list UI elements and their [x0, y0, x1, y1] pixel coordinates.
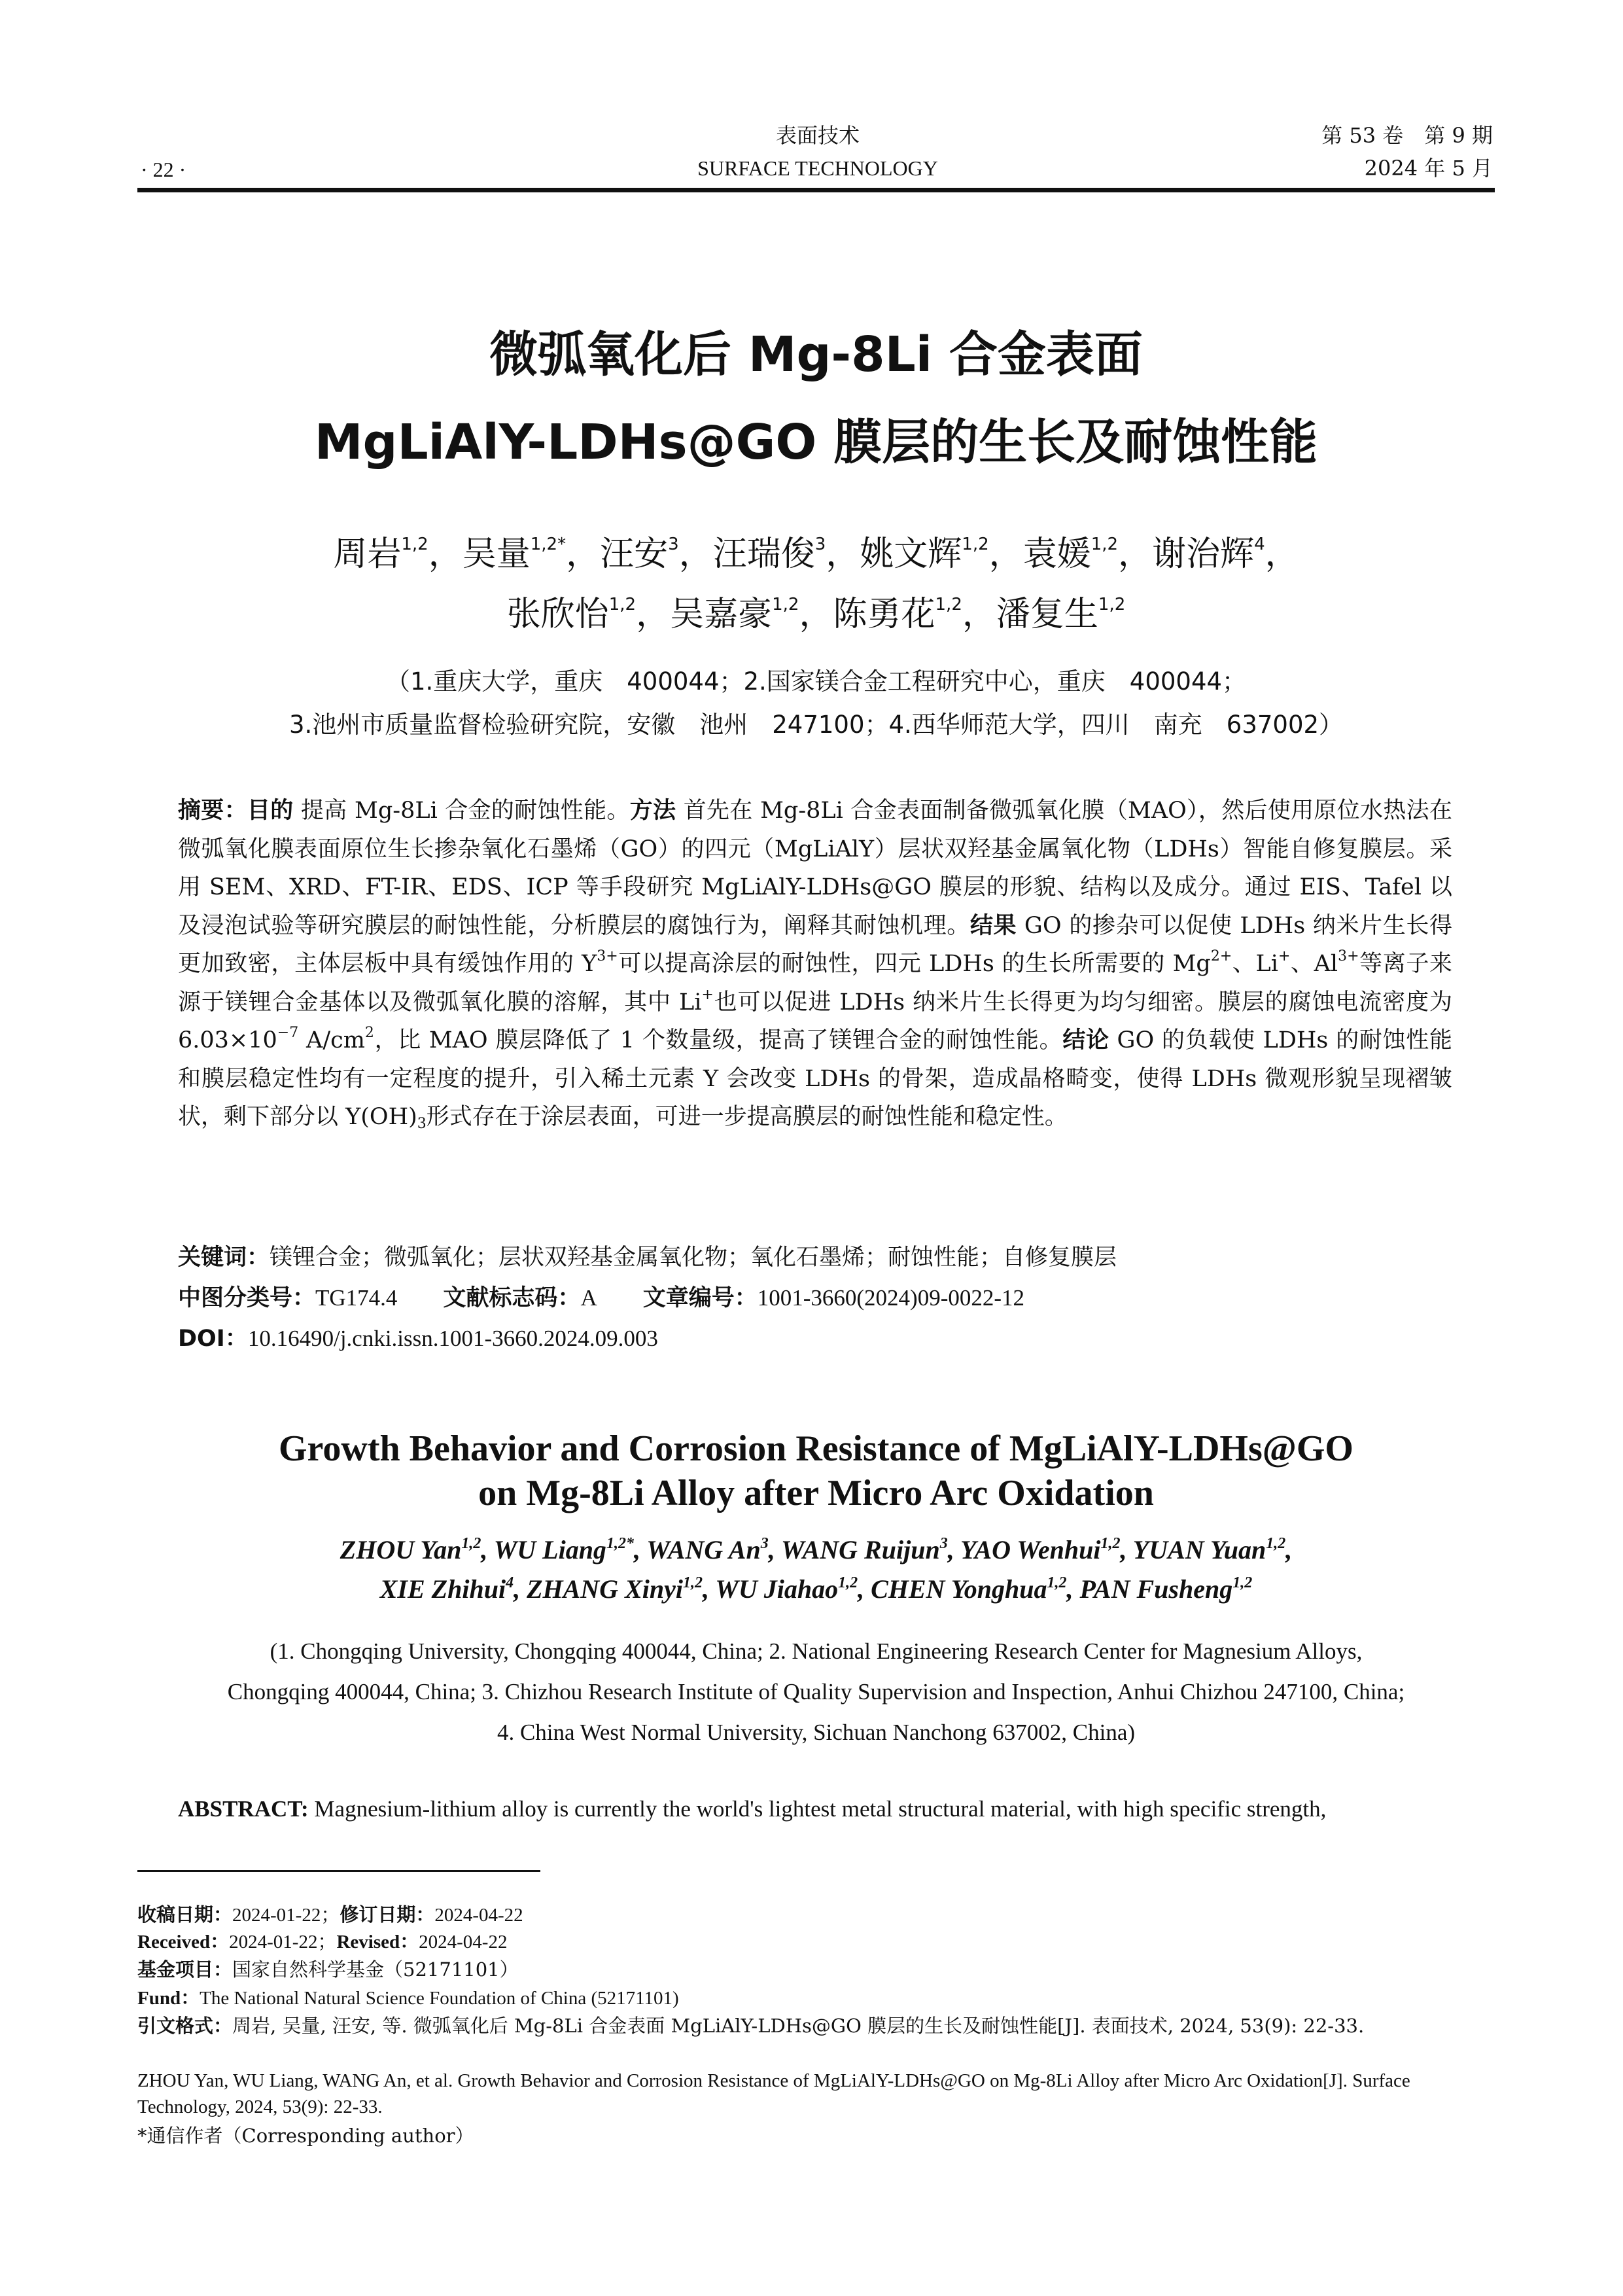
author-name: YAO Wenhui [960, 1535, 1101, 1564]
author-affiliation-mark: 1,2 [1266, 1535, 1286, 1552]
superscript: 2+ [1210, 948, 1232, 964]
result-text: ，比 MAO 膜层降低了 1 个数量级，提高了镁锂合金的耐蚀性能。 [374, 1027, 1063, 1053]
keywords-label: 关键词： [178, 1245, 270, 1271]
author-affiliation-mark: 3 [668, 535, 679, 554]
clc-label: 中图分类号： [178, 1285, 316, 1311]
title-cn-line1: 微弧氧化后 Mg-8Li 合金表面 [489, 327, 1143, 383]
author-name: WU Jiahao [715, 1574, 839, 1604]
purpose-text: 提高 Mg-8Li 合金的耐蚀性能。 [300, 798, 630, 824]
superscript: 3+ [597, 948, 618, 964]
author-affiliation-mark: 1,2 [1098, 595, 1126, 614]
author-name: 谢治辉 [1152, 535, 1255, 574]
result-text: GO 的掺杂可以促使 LDHs 纳米片生长得更加致密，主体层板中具有缓蚀作用的 Y [178, 912, 1452, 977]
author-name: 袁媛 [1022, 535, 1091, 574]
keywords-text: 镁锂合金；微弧氧化；层状双羟基金属氧化物；氧化石墨烯；耐蚀性能；自修复膜层 [270, 1245, 1117, 1271]
citation-cn-text: 周岩, 吴量, 汪安, 等. 微弧氧化后 Mg-8Li 合金表面 MgLiAlY-LDHs@GO 膜层的生长及耐蚀性能[J]. 表面技术, 2024, 53(9): 22-33. [232, 2015, 1365, 2037]
author-name: 吴嘉豪 [670, 595, 773, 634]
header-rule [137, 188, 1495, 192]
author-name: 汪安 [600, 535, 669, 574]
author-name: WU Liang [493, 1535, 606, 1564]
author-affiliation-mark: 1,2 [1091, 535, 1119, 554]
result-label: 结果 [969, 912, 1017, 939]
revised-label: 修订日期： [340, 1903, 435, 1926]
result-text: 、Li [1232, 951, 1278, 977]
author-name: XIE Zhihui [379, 1574, 506, 1604]
revised-en-date: 2024-04-22 [419, 1932, 508, 1952]
author-affiliation-mark: 3 [760, 1535, 769, 1552]
affiliations-en-line3: 4. China West Normal University, Sichuan Nanchong 637002, China) [497, 1720, 1136, 1745]
affiliations-en-line2: Chongqing 400044, China; 3. Chizhou Research Institute of Quality Supervision and Inspection, Anhui Chizhou 247100, China; [227, 1679, 1405, 1704]
author-affiliation-mark: 1,2 [401, 535, 428, 554]
abstract-en-label: ABSTRACT: [178, 1796, 309, 1822]
received-en-date: 2024-01-22； [229, 1932, 337, 1952]
conclusion-label: 结论 [1062, 1027, 1109, 1053]
result-text: A/cm [298, 1027, 365, 1053]
classification [178, 1282, 1452, 1314]
superscript: + [1278, 948, 1291, 964]
abstract-cn-label: 摘要： [178, 798, 247, 824]
author-name: 汪瑞俊 [712, 535, 815, 574]
volume-issue: 第 53 卷 第 9 期 [1321, 123, 1493, 148]
footnote-citation-cn [137, 2013, 1495, 2039]
footnote-dates-cn [137, 1901, 1495, 1928]
title-en-line2: on Mg-8Li Alloy after Micro Arc Oxidation [478, 1473, 1154, 1513]
author-affiliation-mark: 1,2* [606, 1535, 634, 1552]
author-name: ZHANG Xinyi [527, 1574, 683, 1604]
revised-en-label: Revised： [336, 1932, 419, 1952]
received-date: 2024-01-22； [232, 1905, 340, 1926]
fund-cn-label: 基金项目： [137, 1958, 233, 1981]
superscript: + [701, 986, 714, 1003]
page-number: · 22 · [141, 158, 186, 181]
method-label: 方法 [629, 798, 676, 824]
author-affiliation-mark: 1,2* [530, 535, 567, 554]
author-name: 吴量 [462, 535, 531, 574]
author-affiliation-mark: 1,2 [962, 535, 989, 554]
article-no-value: 1001-3660(2024)09-0022-12 [757, 1285, 1025, 1311]
author-name: 潘复生 [996, 595, 1098, 634]
citation-label: 引文格式： [137, 2015, 233, 2037]
footnote-dates-en [137, 1929, 1495, 1955]
superscript: 2 [364, 1025, 374, 1041]
conclusion-text: GO 的负载使 LDHs 的耐蚀性能和膜层稳定性均有一定程度的提升，引入稀土元素 Y 会改变 LDHs 的骨架，造成晶格畸变，使得 LDHs 微观形貌呈现褶皱状，剩下部分以 Y(OH) [178, 1027, 1452, 1130]
author-affiliation-mark: 1,2 [935, 595, 962, 614]
issue-date: 2024 年 5 月 [1364, 156, 1493, 181]
author-name: CHEN Yonghua [871, 1574, 1047, 1604]
abstract-en [178, 1793, 1452, 1826]
article-no-label: 文章编号： [642, 1285, 758, 1311]
superscript: 3+ [1338, 948, 1359, 964]
author-affiliation-mark: 1,2 [682, 1574, 703, 1591]
method-text: 首先在 Mg-8Li 合金表面制备微弧氧化膜（MAO），然后使用原位水热法在微弧氧化膜表面原位生长掺杂氧化石墨烯（GO）的四元（MgLiAlY）层状双羟基金属氧化物（LDHs）智能自修复膜层。采用 SEM、XRD、FT-IR、EDS、ICP 等手段研究 MgLiAlY-LDHs@GO 膜层的形貌、结构以及成分。通过 EIS、Tafel 以及浸泡试验等研究膜层的耐蚀性能，分析膜层的腐蚀行为，阐释其耐蚀机理。 [178, 798, 1452, 939]
result-text: 等离子来源于镁锂合金基体以及微弧氧化膜的溶解，其中 Li [178, 951, 1452, 1016]
author-affiliation-mark: 1,2 [608, 595, 637, 614]
footnote-fund-cn [137, 1956, 1495, 1983]
author-affiliation-mark: 1,2 [461, 1535, 481, 1552]
author-affiliation-mark: 4 [1254, 535, 1265, 554]
author-name: 姚文辉 [860, 535, 962, 574]
fund-en-label: Fund： [137, 1988, 200, 2009]
purpose-label: 目的 [247, 798, 294, 824]
doi [178, 1323, 1452, 1354]
received-label: 收稿日期： [137, 1903, 233, 1926]
doc-code-label: 文献标志码： [443, 1285, 581, 1311]
author-affiliation-mark: 1,2 [838, 1574, 858, 1591]
subscript: 3 [417, 1116, 427, 1132]
journal-title-cn: 表面技术 [775, 123, 860, 148]
author-name: YUAN Yuan [1132, 1535, 1266, 1564]
author-affiliation-mark: 1,2 [1047, 1574, 1067, 1591]
author-name: WANG An [646, 1535, 761, 1564]
result-text: 、Al [1290, 951, 1338, 977]
keywords [178, 1242, 1452, 1273]
author-affiliation-mark: 1,2 [772, 595, 799, 614]
author-name: WANG Ruijun [781, 1535, 940, 1564]
abstract-en-text: Magnesium-lithium alloy is currently the world's lightest metal structural material, with high specific strength, [314, 1796, 1327, 1822]
footnote-rule [137, 1870, 540, 1872]
result-text: 也可以促进 LDHs 纳米片生长得更为均匀细密。膜层的腐蚀电流密度为 6.03×10 [178, 989, 1452, 1053]
author-name: 陈勇花 [833, 595, 935, 634]
journal-title-en: SURFACE TECHNOLOGY [697, 156, 938, 180]
doi-value: 10.16490/j.cnki.issn.1001-3660.2024.09.003 [247, 1326, 658, 1351]
title-cn-line2: MgLiAlY-LDHs@GO 膜层的生长及耐蚀性能 [314, 414, 1318, 470]
authors-cn-line2: 张欣怡$^{1,2}$，吴嘉豪$^{1,2}$，陈勇花$^{1,2}$，潘复生$^{1,2}$ [506, 595, 1126, 634]
author-affiliation-mark: 1,2 [1232, 1574, 1253, 1591]
fund-cn-text: 国家自然科学基金（52171101） [232, 1958, 519, 1981]
author-affiliation-mark: 3 [814, 535, 826, 554]
authors-en-line2: XIE Zhihui$^4$, ZHANG Xinyi$^{1,2}$, WU Jiahao$^{1,2}$, CHEN Yonghua$^{1,2}$, PAN Fusheng$^{1,2}$ [379, 1574, 1253, 1604]
title-en-line1: Growth Behavior and Corrosion Resistance of MgLiAlY-LDHs@GO [279, 1428, 1353, 1469]
author-name: ZHOU Yan [340, 1535, 462, 1564]
author-name: 张欣怡 [506, 595, 609, 634]
footnote-citation-en: ZHOU Yan, WU Liang, WANG An, et al. Growth Behavior and Corrosion Resistance of MgLiAlY-LDHs@GO on Mg-8Li Alloy after Micro Arc Oxidation[J]. Surface Technology, 2024, 53(9): 22-33. [137, 2070, 1410, 2117]
result-text: 可以提高涂层的耐蚀性，四元 LDHs 的生长所需要的 Mg [618, 951, 1211, 977]
doi-label: DOI： [178, 1326, 248, 1352]
affiliations-cn-line1: （1.重庆大学，重庆 400044；2.国家镁合金工程研究中心，重庆 400044； [385, 667, 1247, 696]
superscript: −7 [277, 1025, 299, 1041]
received-en-label: Received： [137, 1932, 230, 1952]
footnote-corresponding: *通信作者（Corresponding author） [137, 2125, 474, 2147]
affiliations-en-line1: (1. Chongqing University, Chongqing 400044, China; 2. National Engineering Research Center for Magnesium Alloys, [270, 1638, 1363, 1664]
author-name: 周岩 [333, 535, 402, 574]
author-affiliation-mark: 3 [939, 1535, 948, 1552]
authors-cn-line1: 周岩$^{1,2}$，吴量$^{1,2*}$，汪安$^3$，汪瑞俊$^3$，姚文辉$^{1,2}$，袁媛$^{1,2}$，谢治辉$^4$， [333, 535, 1299, 574]
affiliations-cn-line2: 3.池州市质量监督检验研究院，安徽 池州 247100；4.西华师范大学，四川 南充 637002） [288, 711, 1344, 739]
authors-en-line1: ZHOU Yan$^{1,2}$, WU Liang$^{1,2*}$, WANG An$^3$, WANG Ruijun$^3$, YAO Wenhui$^{1,2}$, YUAN Yuan$^{1,2}$, [340, 1535, 1293, 1564]
revised-date: 2024-04-22 [434, 1905, 523, 1926]
abstract-cn [178, 792, 1452, 1137]
doc-code-value: A [580, 1285, 597, 1311]
clc-value: TG174.4 [315, 1285, 398, 1311]
footnote-fund-en [137, 1985, 1495, 2011]
author-affiliation-mark: 4 [506, 1574, 514, 1591]
fund-en-text: The National Natural Science Foundation of China (52171101) [200, 1988, 679, 2009]
author-affiliation-mark: 1,2 [1100, 1535, 1121, 1552]
conclusion-text: 形式存在于涂层表面，可进一步提高膜层的耐蚀性能和稳定性。 [426, 1104, 1068, 1130]
author-name: PAN Fusheng [1079, 1574, 1233, 1604]
